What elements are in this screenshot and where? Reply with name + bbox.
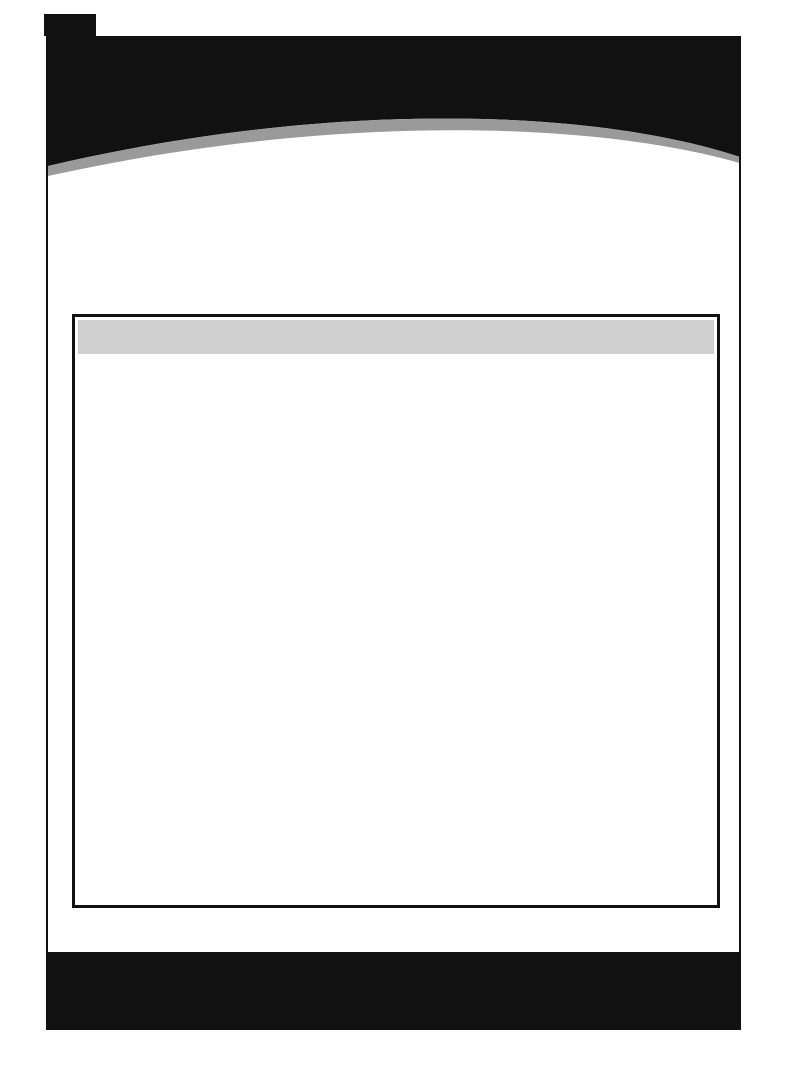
table-header xyxy=(78,320,714,354)
header-swoosh xyxy=(48,38,741,198)
advertisement-frame xyxy=(46,36,741,1030)
header-banner xyxy=(48,38,739,198)
contact-bar xyxy=(48,952,739,1030)
ad-tag xyxy=(44,14,96,36)
routes-table xyxy=(72,314,720,908)
